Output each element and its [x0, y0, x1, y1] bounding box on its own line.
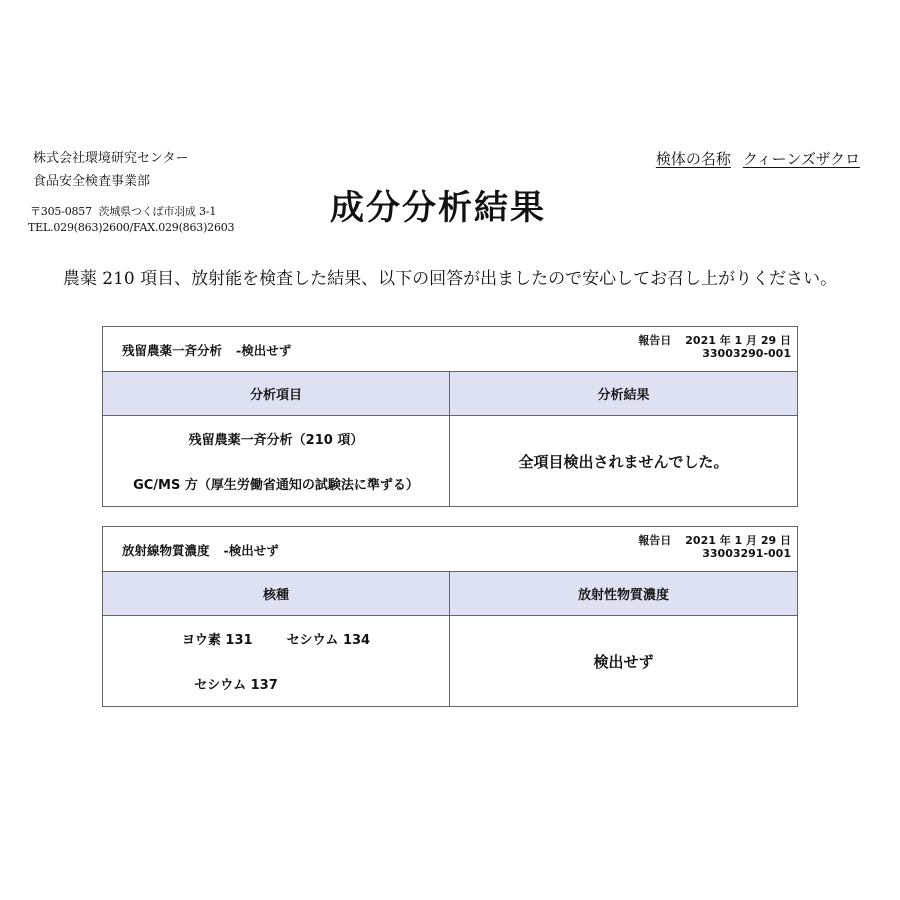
column-header-concentration: 放射性物質濃度 [450, 572, 797, 616]
tel-fax: TEL.029(863)2600/FAX.029(863)2603 [28, 221, 235, 234]
report-info [638, 534, 791, 560]
panel-status: -検出せず [223, 543, 279, 558]
result-table [103, 572, 797, 706]
report-info [638, 334, 791, 360]
column-header-result: 分析結果 [450, 372, 797, 416]
panel-title-text: 残留農薬一斉分析 [122, 343, 223, 358]
specimen-name [656, 148, 860, 169]
company-name: 株式会社環境研究センター [33, 151, 189, 166]
panel-status: -検出せず [236, 343, 292, 358]
pesticide-panel [102, 326, 798, 507]
panel-title [122, 541, 279, 559]
panel-title-text: 放射線物質濃度 [122, 543, 210, 558]
column-header-item: 分析項目 [103, 372, 450, 416]
concentration-result: 検出せず [593, 652, 654, 671]
panel-header [103, 327, 797, 372]
panel-header [103, 527, 797, 572]
intro-text: 農薬 210 項目、放射能を検査した結果、以下の回答が出ましたので安心してお召し上がりください。 [62, 269, 838, 289]
analysis-result: 全項目検出されませんでした。 [518, 452, 729, 471]
department-name: 食品安全検査事業部 [33, 174, 151, 189]
postal-code: 〒305-0857 [30, 205, 92, 218]
street-address: 茨城県つくば市羽成 3-1 [98, 205, 217, 218]
radiation-panel [102, 526, 798, 707]
column-header-nuclide: 核種 [103, 572, 450, 616]
analysis-item: 残留農薬一斉分析（210 項） [188, 433, 364, 448]
nuclide-iodine-131: ヨウ素 131 [181, 633, 253, 648]
analysis-items-cell [103, 416, 450, 506]
nuclides-cell [103, 616, 450, 706]
analysis-method: GC/MS 方（厚生労働省通知の試験法に準ずる） [133, 478, 419, 493]
report-label: 報告日 [638, 534, 672, 547]
result-table [103, 372, 797, 506]
nuclide-cesium-137: セシウム 137 [194, 678, 278, 693]
page-title: 成分分析結果 [330, 188, 546, 228]
report-date: 2021 年 1 月 29 日 [685, 534, 791, 547]
specimen-value: クィーンズザクロ [742, 150, 860, 168]
specimen-label: 検体の名称 [655, 150, 731, 168]
panel-title [122, 341, 291, 359]
report-label: 報告日 [638, 334, 672, 347]
nuclide-cesium-134: セシウム 134 [286, 633, 371, 648]
report-number: 33003291-001 [702, 547, 791, 560]
report-number: 33003290-001 [702, 347, 791, 360]
report-date: 2021 年 1 月 29 日 [685, 334, 791, 347]
